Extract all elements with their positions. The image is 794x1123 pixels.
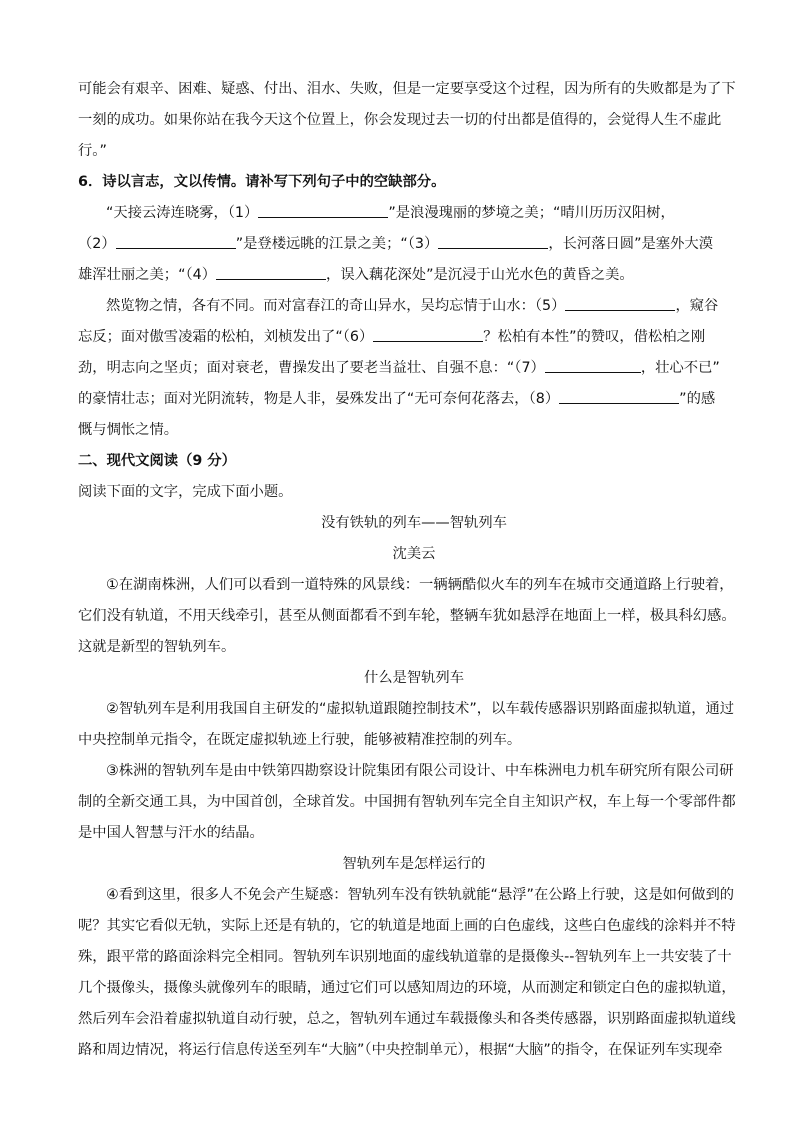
paragraph-3-line: 制的全新交通工具，为中国首创，全球首发。中国拥有智轨列车完全自主知识产权，车上每一个零部件都	[78, 794, 736, 810]
blank-6[interactable]	[373, 327, 483, 342]
intro-line: 可能会有艰辛、困难、疑惑、付出、泪水、失败，但是一定要享受这个过程，因为所有的失败都是为了下	[78, 81, 736, 97]
q6-line-8: 慨与惆怅之情。	[78, 422, 179, 438]
blank-3[interactable]	[438, 234, 548, 249]
paragraph-2-line: ②智轨列车是利用我国自主研发的“虚拟轨道跟随控制技术”，以车载传感器识别路面虚拟轨道，通过	[106, 701, 735, 717]
paragraph-3-line: 是中国人智慧与汗水的结晶。	[78, 825, 264, 841]
document-page	[78, 74, 750, 1066]
subheading-2: 智轨列车是怎样运行的	[342, 856, 486, 872]
paragraph-4-line: ④看到这里，很多人不免会产生疑惑：智轨列车没有铁轨就能“悬浮”在公路上行驶，这是如何做到的	[106, 887, 735, 903]
paragraph-2-line: 中央控制单元指令，在既定虚拟轨迹上行驶，能够被精准控制的列车。	[78, 732, 522, 748]
blank-1[interactable]	[258, 203, 388, 218]
intro-line: 行。”	[78, 143, 107, 159]
question-6-title: 6．诗以言志，文以传情。请补写下列句子中的空缺部分。	[78, 174, 446, 190]
paragraph-1-line: 这就是新型的智轨列车。	[78, 639, 236, 655]
blank-4[interactable]	[216, 265, 326, 280]
article-author: 沈美云	[392, 546, 436, 562]
paragraph-4-line: 路和周边情况，将运行信息传送至列车“大脑”（中央控制单元），根据“大脑”的指令，在保证列车实现牵	[78, 1042, 723, 1058]
q6-line-7: 的豪情壮志；面对光阴流转，物是人非，晏殊发出了“无可奈何花落去，（8） ”的感	[78, 391, 716, 407]
blank-7[interactable]	[545, 358, 641, 373]
q6-line-6: 劲，明志向之坚贞；面对衰老，曹操发出了要老当益壮、自强不息：“（7） ，壮心不已”	[78, 360, 720, 376]
blank-5[interactable]	[565, 296, 675, 311]
paragraph-4-line: 然后列车会沿着虚拟轨道自动行驶，总之，智轨列车通过车载摄像头和各类传感器，识别路面虚拟轨道线	[78, 1011, 736, 1027]
q6-line-4: 然览物之情，各有不同。而对富春江的奇山异水，吴均忘情于山水：（5） ，窥谷	[106, 298, 719, 314]
paragraph-3-line: ③株洲的智轨列车是由中铁第四勘察设计院集团有限公司设计、中车株洲电力机车研究所有限公司研	[106, 763, 734, 779]
paragraph-1-line: ①在湖南株洲，人们可以看到一道特殊的风景线：一辆辆酷似火车的列车在城市交通道路上行驶着，	[106, 577, 734, 593]
paragraph-4-line: 呢？其实它看似无轨，实际上还是有轨的，它的轨道是地面上画的白色虚线，这些白色虚线的涂料并不特	[78, 918, 736, 934]
blank-8[interactable]	[559, 389, 679, 404]
section-heading: 二、现代文阅读（9 分）	[78, 453, 236, 469]
q6-line-3: 雄浑壮丽之美；“（4） ，误入藕花深处”是沉浸于山光水色的黄昏之美。	[78, 267, 634, 283]
q6-line-2: （2） ”是登楼远眺的江景之美；“（3） ，长河落日圆”是塞外大漠	[78, 236, 713, 252]
q6-line-5: 忘反；面对傲雪凌霜的松柏，刘桢发出了“（6） ？松柏有本性”的赞叹，借松柏之刚	[78, 329, 706, 345]
paragraph-4-line: 殊，跟平常的路面涂料完全相同。智轨列车识别地面的虚线轨道靠的是摄像头--智轨列车上一共安装了十	[78, 949, 732, 965]
reading-instruction: 阅读下面的文字，完成下面小题。	[78, 484, 293, 500]
article-title: 没有铁轨的列车——智轨列车	[321, 515, 507, 531]
blank-2[interactable]	[116, 234, 236, 249]
paragraph-1-line: 它们没有轨道，不用天线牵引，甚至从侧面都看不到车轮，整辆车犹如悬浮在地面上一样，极具科幻感。	[78, 608, 736, 624]
intro-line: 一刻的成功。如果你站在我今天这个位置上，你会发现过去一切的付出都是值得的，会觉得人生不虚此	[78, 112, 722, 128]
paragraph-4-line: 几个摄像头，摄像头就像列车的眼睛，通过它们可以感知周边的环境，从而测定和锁定白色的虚拟轨道，	[78, 980, 736, 996]
subheading-1: 什么是智轨列车	[363, 670, 465, 686]
q6-line-1: “天接云涛连晓雾，（1） ”是浪漫瑰丽的梦境之美；“晴川历历汉阳树，	[106, 205, 675, 221]
